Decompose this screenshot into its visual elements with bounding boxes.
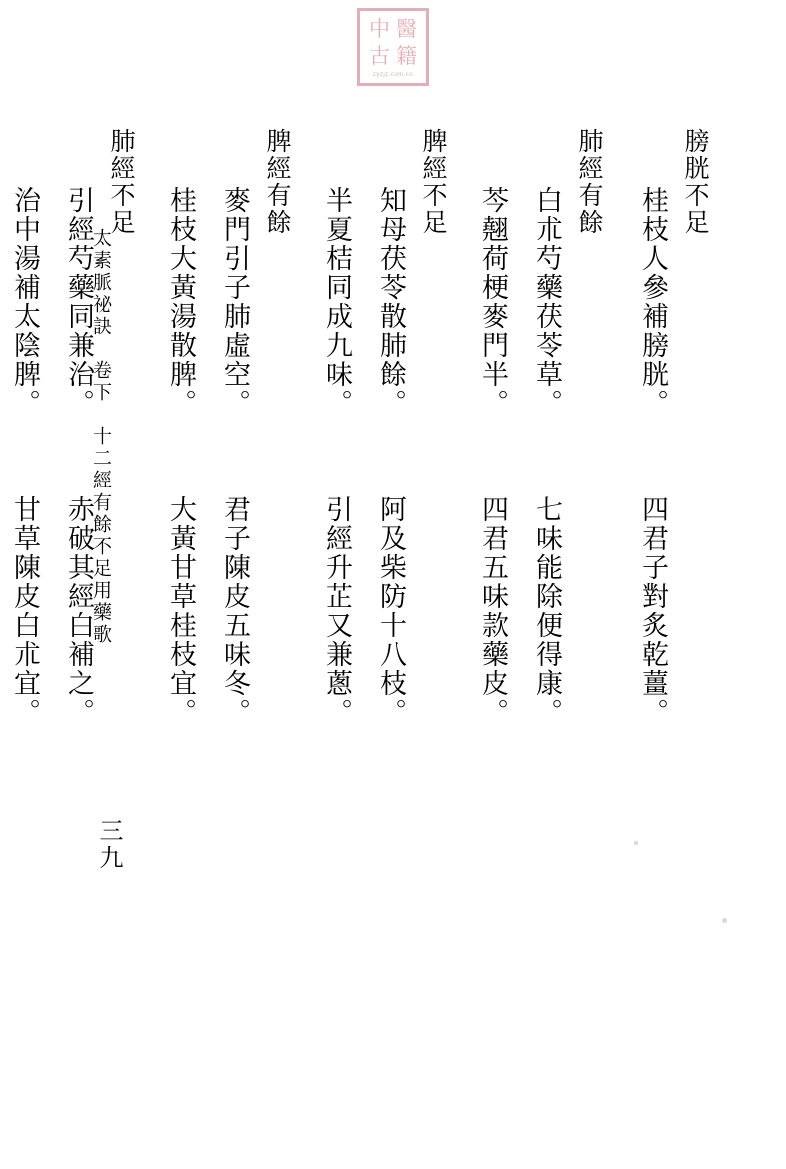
verse-line: 四君五味款藥皮。: [477, 495, 508, 727]
section-heading: 肺經不足: [107, 128, 136, 236]
verse-line: 桂枝人參補膀胱。: [637, 186, 668, 418]
seal-char-3: 古: [369, 44, 390, 68]
verse-line: 甘草陳皮白朮宜。: [9, 495, 40, 727]
seal-char-4: 籍: [396, 44, 417, 68]
verse-line: 半夏桔同成九味。: [321, 186, 352, 418]
verse-line: 白朮芍藥茯苓草。: [531, 186, 562, 418]
section-heading: 脾經有餘: [263, 128, 292, 236]
verse-line: 引經芍藥同兼治。: [63, 186, 94, 418]
verse-line: 知母茯苓散肺餘。: [375, 186, 406, 418]
seal-char-2: 醫: [396, 17, 417, 41]
verse-line: 四君子對炙乾薑。: [637, 495, 668, 727]
verse-line: 麥門引子肺虛空。: [219, 186, 250, 418]
verse-line: 赤破其經白補之。: [63, 495, 94, 727]
page-number: 三九: [95, 818, 123, 872]
section-heading: 肺經有餘: [575, 128, 604, 236]
verse-line: 君子陳皮五味冬。: [219, 495, 250, 727]
verse-line: 大黃甘草桂枝宜。: [165, 495, 196, 727]
seal-char-1: 中: [369, 17, 390, 41]
section-heading: 脾經不足: [419, 128, 448, 236]
seal-url: zyzjz.com.cn: [372, 72, 414, 78]
verse-line: 桂枝大黃湯散脾。: [165, 186, 196, 418]
verse-line: 芩翹荷梗麥門半。: [477, 186, 508, 418]
publisher-seal: [357, 8, 429, 86]
seal-characters: [366, 16, 420, 70]
verse-line: 引經升芷又兼蔥。: [321, 495, 352, 727]
verse-line: 阿及柴防十八枝。: [375, 495, 406, 727]
running-title: 太素脈祕訣 卷下 十二經有餘不足用藥歌: [90, 228, 112, 646]
scan-speck: [722, 918, 727, 923]
verse-line: 七味能除便得康。: [531, 495, 562, 727]
verse-line: 治中湯補太陰脾。: [9, 186, 40, 418]
scan-speck: [634, 841, 638, 845]
section-heading: 膀胱不足: [681, 128, 710, 236]
